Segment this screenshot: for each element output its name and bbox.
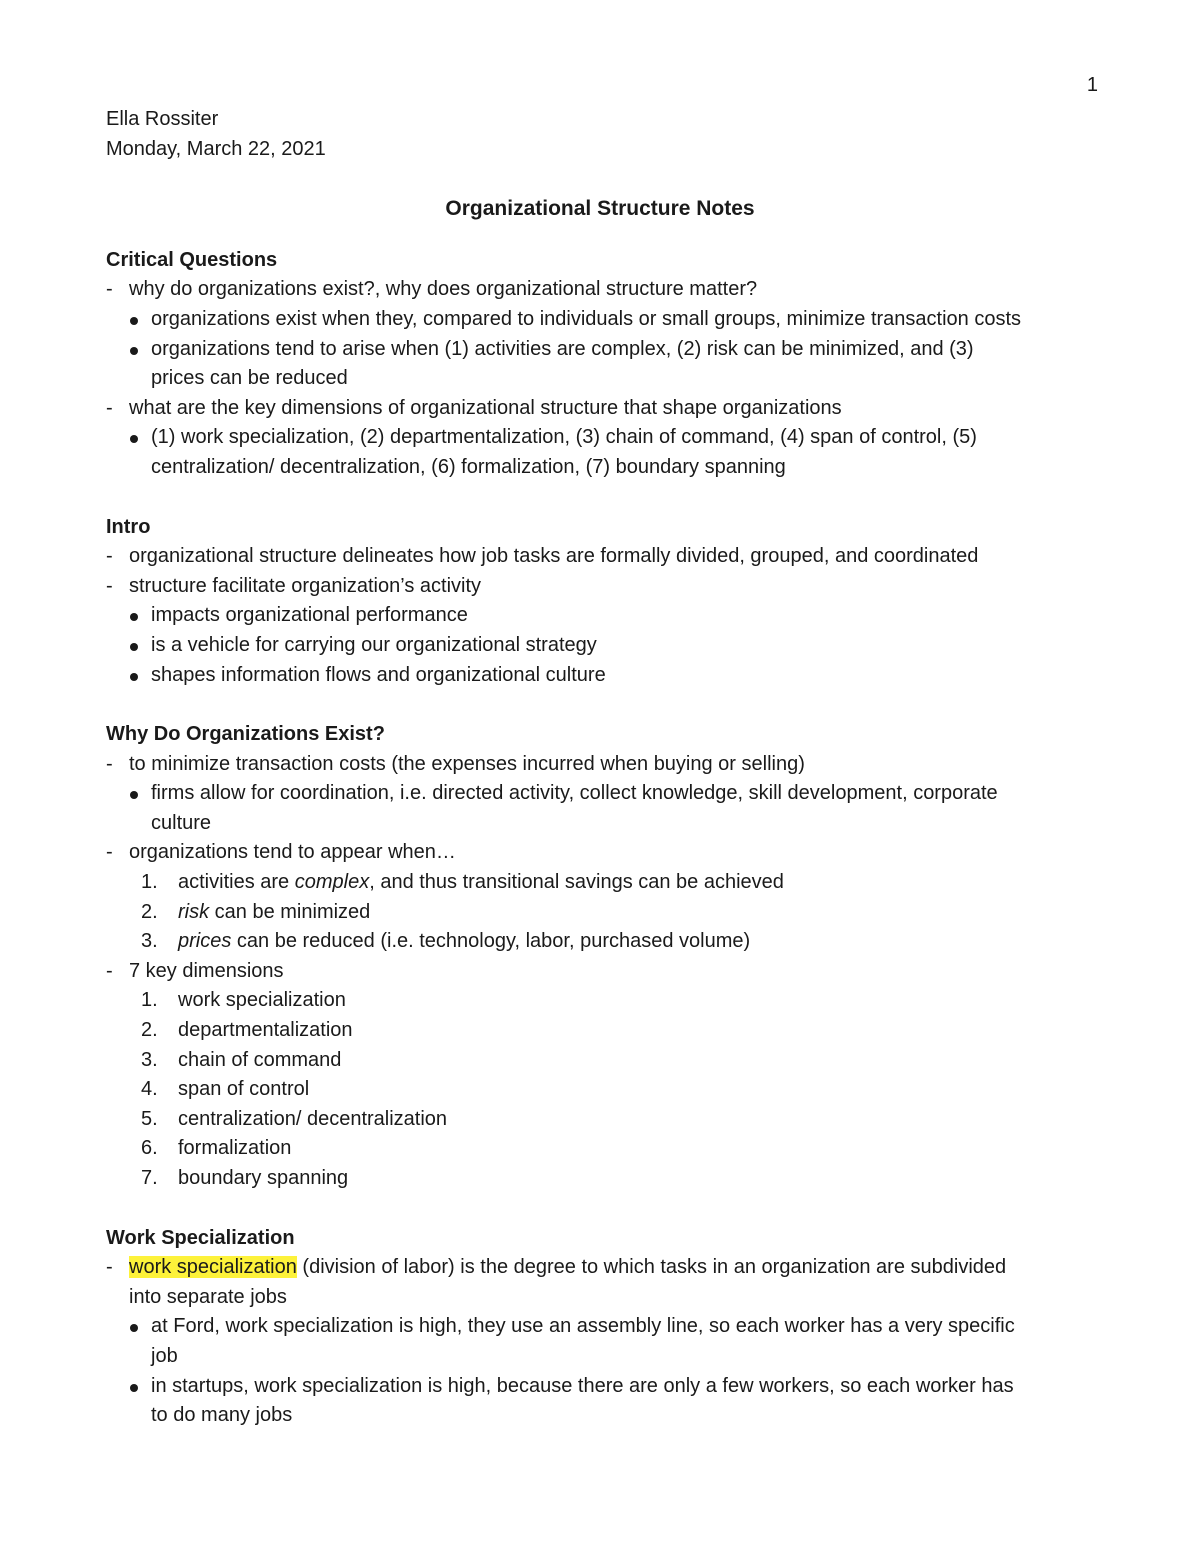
list-item — [106, 305, 1106, 335]
list-item-text: into separate jobs — [129, 1285, 287, 1308]
text-run: can be reduced (i.e. technology, labor, purchased volume) — [231, 930, 751, 953]
bullet-list — [106, 423, 1106, 482]
list-item-text — [178, 927, 1106, 957]
list-item — [106, 394, 1106, 424]
list-item — [106, 661, 1106, 691]
list-item — [106, 868, 1106, 898]
text-run: , and thus transitional savings can be achieved — [369, 871, 784, 894]
list-item — [106, 927, 1106, 957]
section-heading: Critical Questions — [106, 248, 278, 271]
section-heading: Work Specialization — [106, 1226, 295, 1249]
dash-marker: - — [106, 574, 113, 597]
list-number: 7. — [141, 1167, 158, 1189]
list-item — [106, 542, 1106, 572]
dash-list — [106, 750, 1106, 780]
page-number: 1 — [1086, 74, 1098, 96]
list-item-text: what are the key dimensions of organizational structure that shape organizations — [129, 396, 842, 419]
list-number: 3. — [141, 930, 158, 953]
list-item — [106, 1016, 1106, 1046]
list-item-text: job — [151, 1344, 178, 1367]
list-item-text — [178, 898, 1106, 928]
list-item — [106, 1253, 1106, 1312]
list-number: 5. — [141, 1107, 158, 1130]
list-item-text: (1) work specialization, (2) departmentalization, (3) chain of command, (4) span of control, (5) — [151, 426, 977, 449]
list-item-text: at Ford, work specialization is high, they use an assembly line, so each worker has a very specific — [151, 1315, 1015, 1338]
dash-list — [106, 275, 1106, 305]
dash-marker: - — [106, 545, 113, 568]
list-item — [106, 1164, 1106, 1194]
list-number: 2. — [141, 1019, 158, 1042]
bullet-icon — [130, 347, 138, 355]
dash-marker: - — [106, 278, 113, 301]
list-item-text: structure facilitate organization’s activity — [129, 574, 482, 597]
highlighted-term: work specialization — [129, 1256, 297, 1279]
list-item-text: shapes information flows and organizational culture — [151, 663, 606, 686]
bullet-icon — [130, 613, 138, 621]
list-number: 4. — [141, 1078, 158, 1101]
list-number: 1. — [141, 989, 158, 1012]
bullet-list — [106, 305, 1106, 394]
bullet-list — [106, 1312, 1106, 1430]
text-run: (division of labor) is the degree to which tasks in an organization are subdivided — [296, 1256, 1007, 1279]
list-item-text: to minimize transaction costs (the expenses incurred when buying or selling) — [129, 752, 805, 775]
list-item-text: impacts organizational performance — [151, 604, 468, 627]
section-work-specialization — [106, 1224, 1106, 1431]
list-item — [106, 986, 1106, 1016]
text-run: can be minimized — [209, 900, 371, 923]
author-name: Ella Rossiter — [106, 108, 219, 130]
text-run: activities are — [178, 871, 295, 894]
section-heading: Intro — [106, 515, 151, 538]
list-item-text: is a vehicle for carrying our organizational strategy — [151, 633, 597, 656]
list-item-text: span of control — [178, 1078, 310, 1101]
list-item-text: organizations exist when they, compared to individuals or small groups, minimize transaction costs — [151, 307, 1022, 330]
list-item — [106, 601, 1106, 631]
list-item-text: 7 key dimensions — [129, 959, 284, 982]
list-number: 3. — [141, 1048, 158, 1071]
list-item-text: formalization — [178, 1137, 292, 1160]
list-item — [106, 838, 1106, 868]
list-item-text: organizations tend to arise when (1) activities are complex, (2) risk can be minimized, and (3) — [151, 337, 974, 360]
list-item-text — [129, 1253, 1106, 1283]
bullet-list — [106, 601, 1106, 690]
dash-list — [106, 394, 1106, 424]
list-item-text: chain of command — [178, 1048, 342, 1071]
dash-marker: - — [106, 396, 113, 419]
list-item — [106, 1134, 1106, 1164]
list-item-text: work specialization — [178, 989, 346, 1012]
emphasis-text: complex — [294, 871, 370, 894]
list-item — [106, 957, 1106, 987]
dash-marker: - — [106, 841, 113, 864]
numbered-list — [106, 986, 1106, 1193]
dash-marker: - — [106, 1256, 113, 1279]
list-item — [106, 898, 1106, 928]
dash-marker: - — [106, 959, 113, 982]
document-title: Organizational Structure Notes — [445, 197, 755, 221]
bullet-icon — [130, 1324, 138, 1332]
bullet-icon — [130, 317, 138, 325]
section-heading: Why Do Organizations Exist? — [106, 723, 385, 746]
document-body — [106, 105, 1106, 1431]
section-critical-questions — [106, 246, 1106, 483]
dash-list — [106, 957, 1106, 987]
list-item — [106, 1046, 1106, 1076]
list-item-text: prices can be reduced — [151, 367, 348, 390]
list-item-text: in startups, work specialization is high, because there are only a few workers, so each worker has — [151, 1374, 1014, 1397]
list-item — [106, 1372, 1106, 1431]
dash-list — [106, 1253, 1106, 1312]
list-item — [106, 335, 1106, 394]
list-item-text: why do organizations exist?, why does organizational structure matter? — [129, 278, 758, 301]
list-item-text: boundary spanning — [178, 1167, 349, 1189]
list-item-text: organizations tend to appear when… — [129, 841, 456, 864]
bullet-icon — [130, 673, 138, 681]
list-number: 6. — [141, 1137, 158, 1160]
bullet-icon — [130, 791, 138, 799]
list-item — [106, 779, 1106, 838]
list-item — [106, 275, 1106, 305]
list-item-text — [178, 868, 1106, 898]
section-intro — [106, 513, 1106, 691]
list-item — [106, 1105, 1106, 1135]
list-item-text: organizational structure delineates how job tasks are formally divided, grouped, and coordinated — [129, 545, 979, 568]
list-item — [106, 750, 1106, 780]
dash-list — [106, 838, 1106, 868]
list-item-text: centralization/ decentralization — [178, 1107, 448, 1130]
bullet-icon — [130, 435, 138, 443]
list-item — [106, 423, 1106, 482]
list-item-text: culture — [151, 811, 212, 834]
list-item-text: to do many jobs — [151, 1404, 293, 1427]
list-item-text: firms allow for coordination, i.e. directed activity, collect knowledge, skill development, corporate — [151, 782, 998, 805]
emphasis-text: prices — [178, 930, 232, 953]
bullet-icon — [130, 643, 138, 651]
section-why-organizations-exist — [106, 720, 1106, 1194]
list-item-text: departmentalization — [178, 1019, 353, 1042]
document-date: Monday, March 22, 2021 — [106, 137, 326, 160]
list-item — [106, 631, 1106, 661]
list-item — [106, 1075, 1106, 1105]
list-number: 1. — [141, 871, 158, 894]
numbered-list — [106, 868, 1106, 957]
list-item — [106, 572, 1106, 602]
list-item-text: centralization/ decentralization, (6) formalization, (7) boundary spanning — [151, 455, 786, 478]
dash-list — [106, 542, 1106, 601]
dash-marker: - — [106, 752, 113, 775]
emphasis-text: risk — [178, 900, 210, 923]
list-item — [106, 1312, 1106, 1371]
bullet-icon — [130, 1384, 138, 1392]
bullet-list — [106, 779, 1106, 838]
list-number: 2. — [141, 900, 158, 923]
